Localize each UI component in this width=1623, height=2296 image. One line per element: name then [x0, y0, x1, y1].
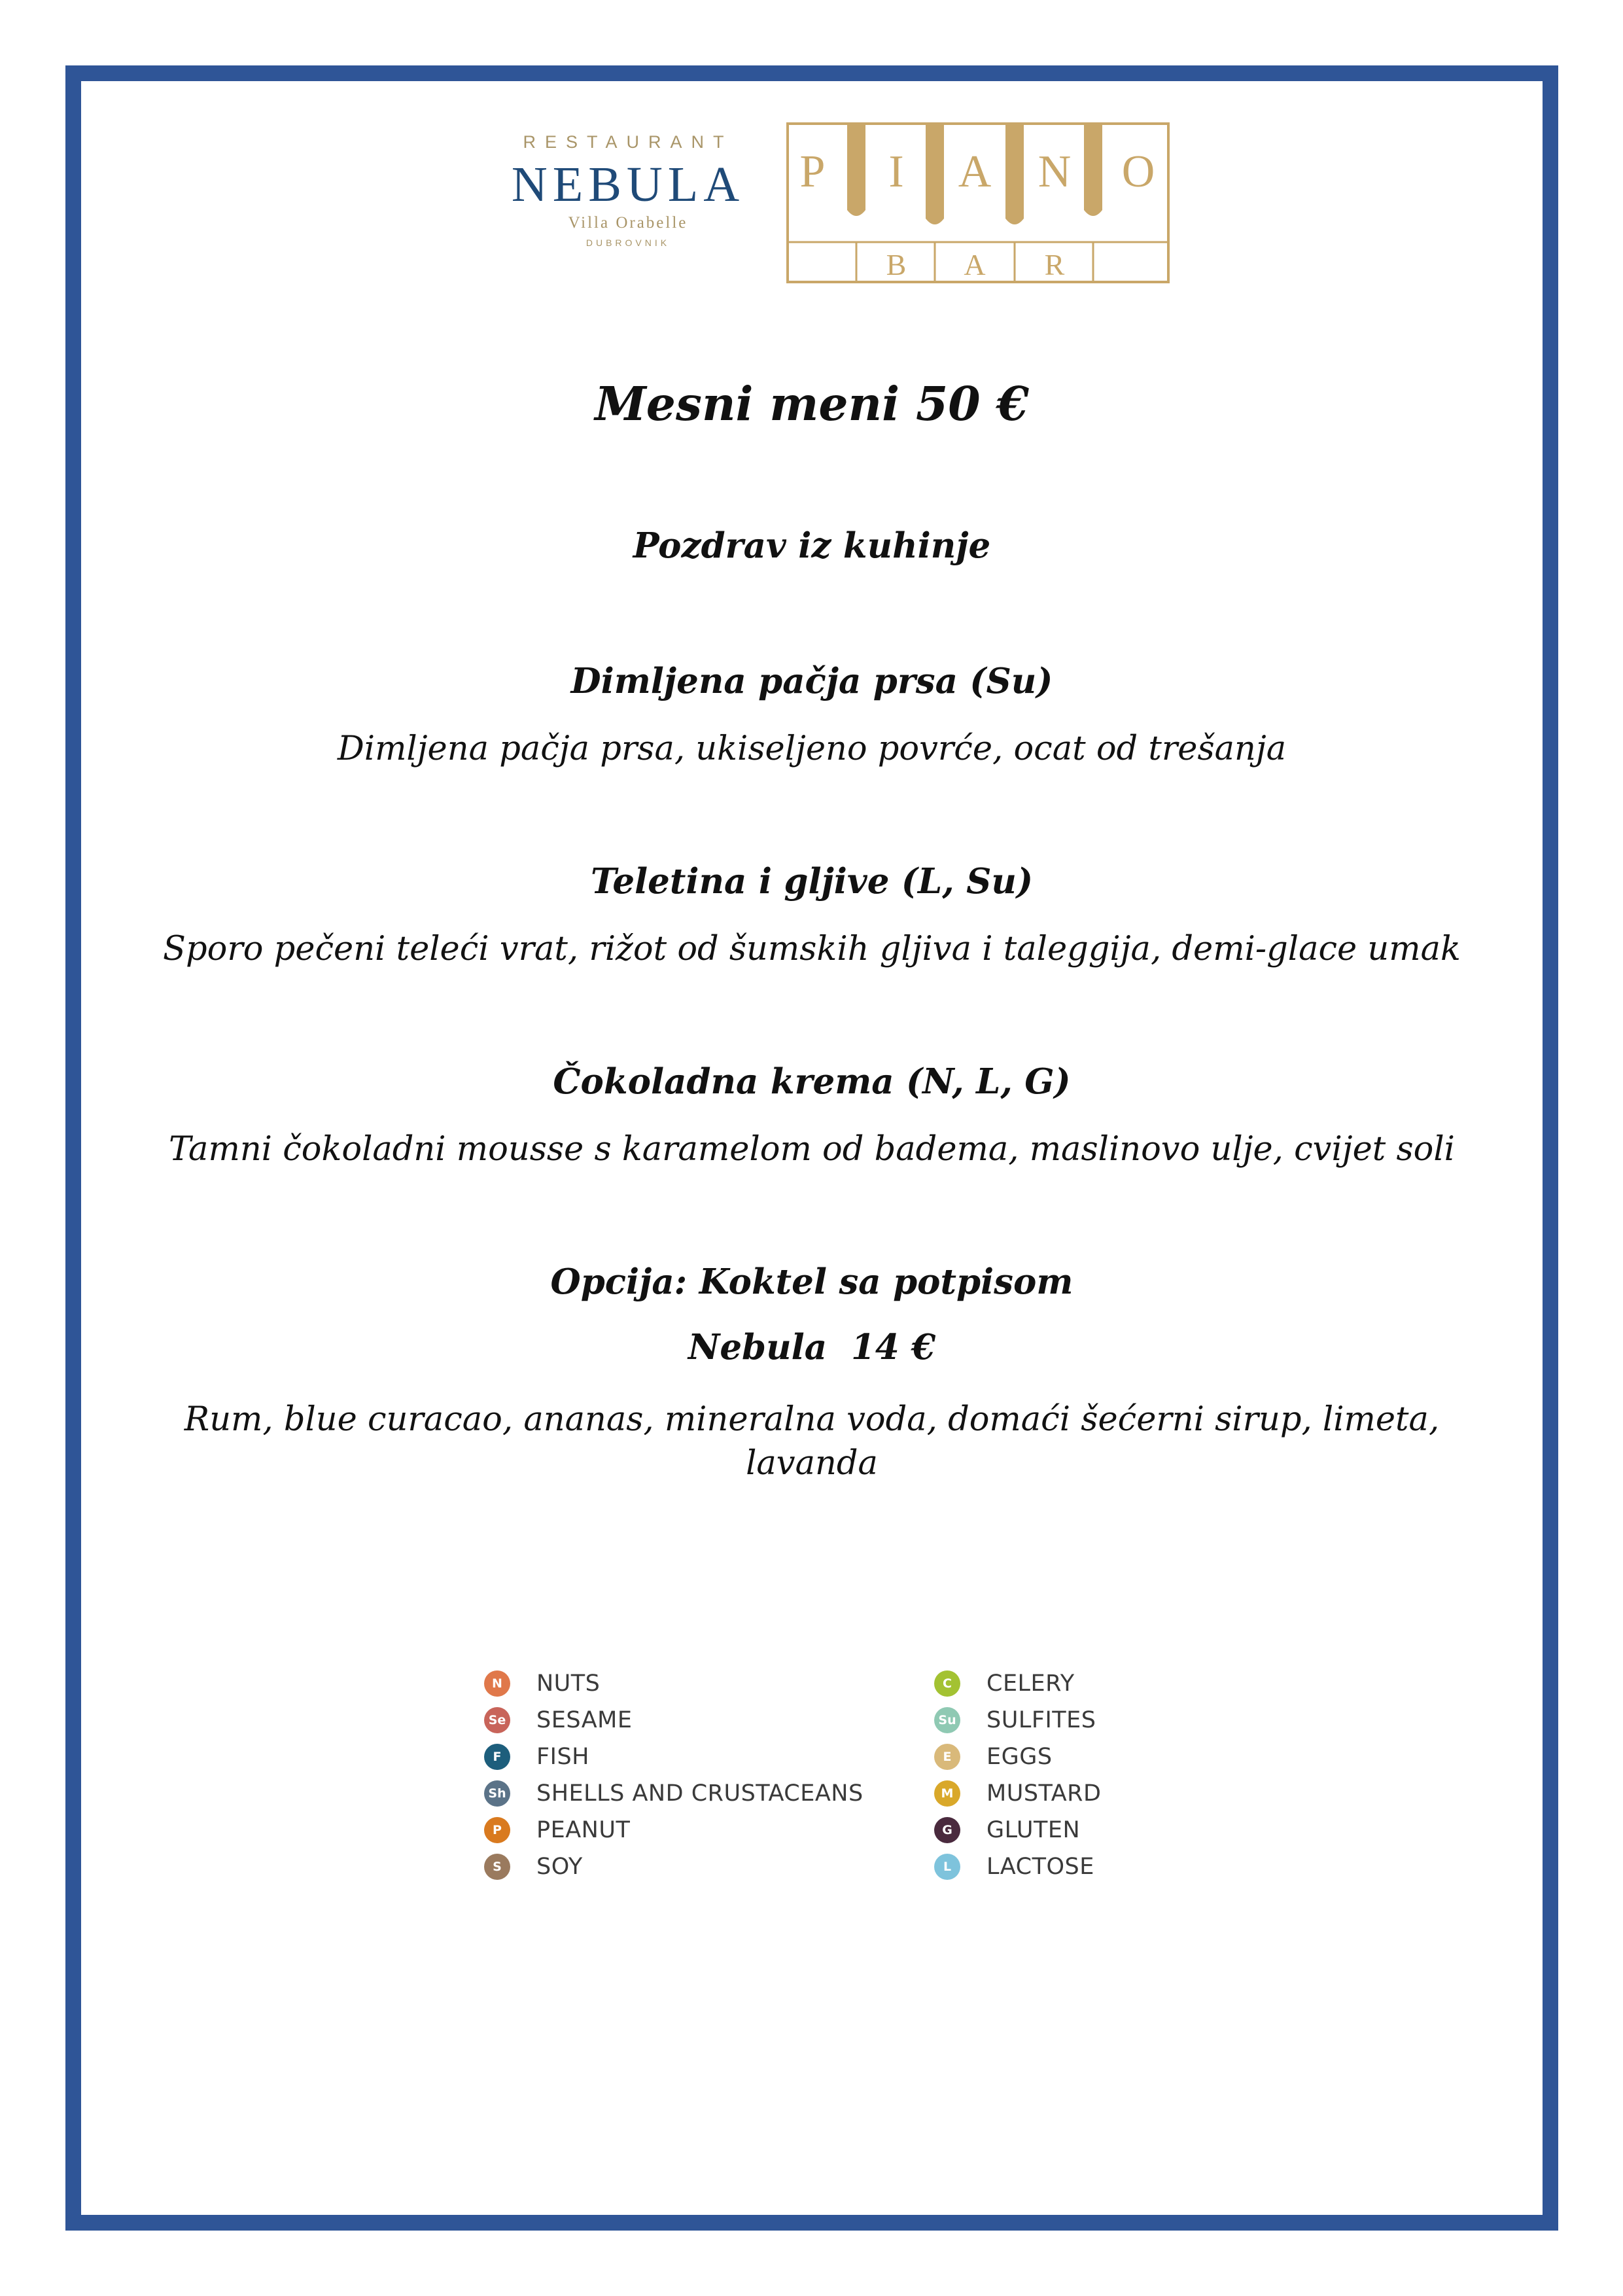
course-2-name: Teletina i gljive (L, Su)	[590, 861, 1034, 902]
allergen-lactose	[934, 1852, 1094, 1881]
allergen-eggs	[934, 1742, 1053, 1771]
menu-title: Mesni meni 50 €	[595, 376, 1029, 431]
allergen-badge: P	[484, 1817, 510, 1843]
allergen-label: MUSTARD	[986, 1780, 1102, 1807]
allergen-badge: Su	[934, 1707, 960, 1733]
course-3-name: Čokoladna krema (N, L, G)	[553, 1061, 1071, 1102]
option-heading: Opcija: Koktel sa potpisom	[550, 1262, 1073, 1302]
allergen-label: EGGS	[986, 1744, 1053, 1770]
allergen-sulfites	[934, 1706, 1096, 1735]
greeting-heading: Pozdrav iz kuhinje	[633, 525, 991, 566]
allergen-label: LACTOSE	[986, 1854, 1094, 1880]
nebula-logo	[487, 132, 769, 248]
allergen-badge: M	[934, 1780, 960, 1807]
allergen-label: SHELLS AND CRUSTACEANS	[536, 1780, 864, 1807]
allergen-celery	[934, 1669, 1075, 1698]
nebula-logo-villa: Villa Orabelle	[568, 214, 688, 232]
piano-letter-n: N	[1038, 147, 1072, 197]
allergen-badge: G	[934, 1817, 960, 1843]
allergen-badge: S	[484, 1854, 510, 1880]
piano-letter-b: B	[886, 248, 907, 281]
allergen-label: PEANUT	[536, 1817, 631, 1843]
piano-letter-p: P	[799, 147, 826, 197]
nebula-logo-city: DUBROVNIK	[585, 238, 671, 248]
piano-letter-o: O	[1121, 147, 1155, 197]
cocktail-description-line-2: lavanda	[746, 1444, 878, 1483]
cocktail-description-line-1: Rum, blue curacao, ananas, mineralna voda, domaći šećerni sirup, limeta,	[184, 1400, 1440, 1439]
allergen-badge: Sh	[484, 1780, 510, 1807]
course-1-name: Dimljena pačja prsa (Su)	[570, 661, 1053, 701]
nebula-logo-name: NEBULA	[511, 157, 745, 212]
allergen-soy	[484, 1852, 583, 1881]
course-1-description: Dimljena pačja prsa, ukiseljeno povrće, ocat od trešanja	[337, 730, 1287, 768]
nebula-logo-restaurant: RESTAURANT	[523, 132, 733, 152]
piano-letter-i: I	[888, 147, 904, 197]
allergen-badge: L	[934, 1854, 960, 1880]
allergen-badge: C	[934, 1670, 960, 1697]
allergen-gluten	[934, 1816, 1080, 1845]
allergen-nuts	[484, 1669, 600, 1698]
allergen-fish	[484, 1742, 589, 1771]
allergen-label: GLUTEN	[986, 1817, 1081, 1843]
piano-bar-logo	[785, 121, 1171, 285]
allergen-label: SESAME	[536, 1707, 633, 1733]
allergen-badge: Se	[484, 1707, 510, 1733]
allergen-badge: N	[484, 1670, 510, 1697]
cocktail-name: Nebula 14 €	[688, 1327, 936, 1368]
allergen-peanut	[484, 1816, 630, 1845]
allergen-sesame	[484, 1706, 632, 1735]
course-3-description: Tamni čokoladni mousse s karamelom od badema, maslinovo ulje, cvijet soli	[169, 1130, 1455, 1169]
piano-letter-r: R	[1044, 248, 1065, 281]
piano-letter-a2: A	[964, 248, 986, 281]
allergen-label: NUTS	[536, 1670, 601, 1697]
allergen-label: CELERY	[986, 1670, 1075, 1697]
allergen-badge: E	[934, 1744, 960, 1770]
allergen-shells	[484, 1779, 864, 1808]
allergen-mustard	[934, 1779, 1101, 1808]
course-2-description: Sporo pečeni teleći vrat, rižot od šumskih gljiva i taleggija, demi-glace umak	[163, 930, 1461, 968]
allergen-label: FISH	[536, 1744, 589, 1770]
allergen-label: SULFITES	[986, 1707, 1096, 1733]
allergen-badge: F	[484, 1744, 510, 1770]
allergen-label: SOY	[536, 1854, 583, 1880]
piano-letter-a: A	[958, 147, 992, 197]
